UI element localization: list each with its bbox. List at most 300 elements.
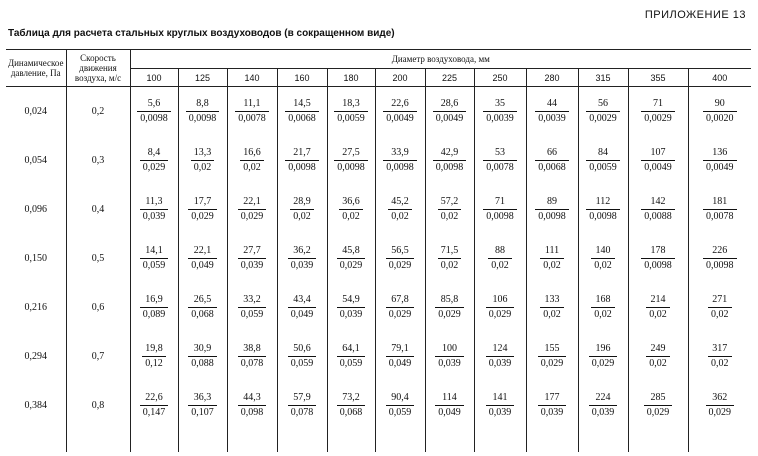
pressure-loss-value: 0,049 — [438, 406, 461, 418]
fraction — [386, 245, 415, 272]
airflow-value: 18,3 — [334, 98, 368, 112]
airflow-value: 67,8 — [386, 294, 415, 308]
airflow-value: 16,9 — [140, 294, 169, 308]
pressure-loss-value: 0,029 — [540, 357, 564, 369]
flow-cell — [375, 185, 425, 234]
airflow-value: 362 — [706, 392, 735, 406]
pressure-loss-value: 0,029 — [240, 210, 264, 222]
fraction — [337, 343, 366, 370]
pressure-loss-value: 0,0098 — [538, 210, 566, 222]
fraction — [535, 147, 569, 174]
airflow-value: 17,7 — [188, 196, 217, 210]
airflow-value: 33,9 — [383, 147, 417, 161]
airflow-value: 107 — [641, 147, 675, 161]
flow-cell — [474, 332, 526, 381]
diameter-header: 180 — [327, 69, 375, 87]
airflow-value: 26,5 — [188, 294, 217, 308]
fraction — [535, 98, 569, 125]
flow-cell — [277, 185, 327, 234]
fraction — [486, 343, 515, 370]
pressure-loss-value: 0,02 — [391, 210, 409, 222]
fraction — [589, 392, 618, 419]
flow-cell — [327, 234, 375, 283]
airflow-value: 5,6 — [137, 98, 171, 112]
pressure-loss-value: 0,0098 — [386, 161, 414, 173]
pressure-loss-value: 0,0078 — [706, 210, 734, 222]
pressure-loss-value: 0,02 — [543, 259, 561, 271]
pressure-loss-value: 0,059 — [142, 259, 166, 271]
duct-table — [6, 49, 751, 452]
fraction — [483, 196, 517, 223]
fraction — [435, 392, 464, 419]
flow-cell — [327, 283, 375, 332]
pressure-value: 0,216 — [6, 283, 66, 332]
fraction — [483, 98, 517, 125]
pressure-loss-value: 0,0098 — [644, 259, 672, 271]
fraction — [235, 98, 269, 125]
pressure-loss-value: 0,02 — [440, 259, 459, 271]
table-body — [6, 87, 751, 453]
airflow-value: 88 — [488, 245, 512, 259]
fraction — [706, 392, 735, 419]
pressure-loss-value: 0,0039 — [538, 112, 566, 124]
table-row — [6, 332, 751, 381]
pressure-loss-value: 0,0098 — [337, 161, 365, 173]
pressure-loss-value: 0,0029 — [589, 112, 617, 124]
header-pressure: Динамическое давление, Па — [6, 50, 66, 87]
pressure-loss-value: 0,02 — [649, 357, 667, 369]
airflow-value: 226 — [703, 245, 737, 259]
pressure-loss-value: 0,049 — [388, 357, 412, 369]
flow-cell — [327, 136, 375, 185]
fraction — [586, 196, 620, 223]
pressure-loss-value: 0,02 — [649, 308, 667, 320]
appendix-label: ПРИЛОЖЕНИЕ 13 — [644, 9, 746, 21]
flow-cell — [425, 332, 474, 381]
flow-cell — [425, 87, 474, 137]
pressure-loss-value: 0,088 — [191, 357, 214, 369]
pressure-loss-value: 0,0049 — [644, 161, 672, 173]
fraction — [435, 343, 464, 370]
flow-cell — [327, 332, 375, 381]
pressure-loss-value: 0,02 — [543, 308, 561, 320]
pressure-loss-value: 0,039 — [240, 259, 264, 271]
flow-cell — [628, 332, 688, 381]
fraction — [140, 245, 169, 272]
pressure-loss-value: 0,029 — [339, 259, 363, 271]
airflow-value: 36,3 — [188, 392, 217, 406]
airflow-value: 90,4 — [386, 392, 415, 406]
velocity-value: 0,5 — [66, 234, 130, 283]
airflow-value: 11,1 — [235, 98, 269, 112]
diameter-header: 225 — [425, 69, 474, 87]
airflow-value: 36,6 — [339, 196, 363, 210]
airflow-value: 56,5 — [386, 245, 415, 259]
pressure-loss-value: 0,068 — [339, 406, 363, 418]
table-row — [6, 136, 751, 185]
fraction — [191, 147, 215, 174]
fraction — [288, 294, 317, 321]
pressure-loss-value: 0,0029 — [644, 112, 672, 124]
filler-cell — [628, 430, 688, 452]
pressure-loss-value: 0,039 — [488, 357, 512, 369]
airflow-value: 124 — [486, 343, 515, 357]
flow-cell — [375, 136, 425, 185]
diameter-header: 125 — [178, 69, 227, 87]
flow-cell — [474, 185, 526, 234]
flow-cell — [628, 283, 688, 332]
pressure-loss-value: 0,0098 — [435, 161, 464, 173]
fraction — [488, 245, 512, 272]
airflow-value: 66 — [535, 147, 569, 161]
airflow-value: 84 — [586, 147, 620, 161]
pressure-value: 0,150 — [6, 234, 66, 283]
fraction — [586, 98, 620, 125]
fraction — [586, 147, 620, 174]
flow-cell — [628, 136, 688, 185]
flow-cell — [227, 136, 277, 185]
flow-cell — [277, 283, 327, 332]
fraction — [290, 196, 314, 223]
diameter-header: 100 — [130, 69, 178, 87]
fraction — [288, 392, 317, 419]
fraction — [337, 392, 366, 419]
pressure-loss-value: 0,0059 — [337, 112, 365, 124]
fraction — [142, 343, 166, 370]
airflow-value: 114 — [435, 392, 464, 406]
fraction — [483, 147, 517, 174]
fraction — [703, 147, 737, 174]
pressure-loss-value: 0,078 — [290, 406, 314, 418]
filler-cell — [66, 430, 130, 452]
fraction — [238, 294, 267, 321]
airflow-value: 21,7 — [285, 147, 319, 161]
fraction — [186, 98, 220, 125]
airflow-value: 45,8 — [337, 245, 366, 259]
fraction — [535, 196, 569, 223]
velocity-value: 0,6 — [66, 283, 130, 332]
airflow-value: 196 — [589, 343, 618, 357]
pressure-loss-value: 0,089 — [142, 308, 166, 320]
flow-cell — [227, 381, 277, 430]
fraction — [703, 98, 737, 125]
fraction — [188, 343, 217, 370]
pressure-loss-value: 0,147 — [142, 406, 166, 418]
airflow-value: 168 — [591, 294, 615, 308]
airflow-value: 71 — [641, 98, 675, 112]
airflow-value: 42,9 — [433, 147, 467, 161]
fraction — [641, 196, 675, 223]
airflow-value: 71 — [483, 196, 517, 210]
pressure-loss-value: 0,029 — [591, 357, 615, 369]
flow-cell — [130, 87, 178, 137]
airflow-value: 112 — [586, 196, 620, 210]
airflow-value: 19,8 — [142, 343, 166, 357]
airflow-value: 111 — [540, 245, 564, 259]
flow-cell — [178, 136, 227, 185]
table-row — [6, 185, 751, 234]
flow-cell — [178, 185, 227, 234]
airflow-value: 44,3 — [238, 392, 267, 406]
flow-cell — [375, 87, 425, 137]
airflow-value: 249 — [646, 343, 670, 357]
flow-cell — [688, 136, 751, 185]
filler-cell — [578, 430, 628, 452]
flow-cell — [526, 136, 578, 185]
fraction — [589, 343, 618, 370]
flow-cell — [628, 87, 688, 137]
fraction — [238, 392, 267, 419]
pressure-loss-value: 0,029 — [388, 308, 412, 320]
airflow-value: 177 — [538, 392, 567, 406]
airflow-value: 214 — [646, 294, 670, 308]
flow-cell — [178, 381, 227, 430]
filler-cell — [277, 430, 327, 452]
airflow-value: 13,3 — [191, 147, 215, 161]
airflow-value: 22,6 — [140, 392, 169, 406]
velocity-value: 0,4 — [66, 185, 130, 234]
airflow-value: 136 — [703, 147, 737, 161]
flow-cell — [375, 332, 425, 381]
fraction — [288, 245, 317, 272]
pressure-loss-value: 0,02 — [440, 210, 459, 222]
flow-cell — [375, 283, 425, 332]
pressure-loss-value: 0,078 — [240, 357, 264, 369]
pressure-loss-value: 0,02 — [193, 161, 212, 173]
flow-cell — [327, 381, 375, 430]
flow-cell — [227, 283, 277, 332]
flow-cell — [227, 87, 277, 137]
fraction — [188, 245, 217, 272]
airflow-value: 27,7 — [238, 245, 267, 259]
flow-cell — [130, 185, 178, 234]
airflow-value: 317 — [708, 343, 732, 357]
pressure-value: 0,024 — [6, 87, 66, 137]
pressure-loss-value: 0,049 — [290, 308, 314, 320]
diameter-header: 200 — [375, 69, 425, 87]
flow-cell — [375, 381, 425, 430]
flow-cell — [578, 185, 628, 234]
filler-cell — [474, 430, 526, 452]
flow-cell — [526, 332, 578, 381]
pressure-loss-value: 0,12 — [145, 357, 163, 369]
fraction — [641, 147, 675, 174]
pressure-loss-value: 0,059 — [240, 308, 264, 320]
airflow-value: 11,3 — [140, 196, 169, 210]
pressure-loss-value: 0,0049 — [706, 161, 734, 173]
pressure-loss-value: 0,029 — [488, 308, 512, 320]
fraction — [591, 245, 615, 272]
pressure-loss-value: 0,02 — [711, 357, 729, 369]
pressure-loss-value: 0,02 — [711, 308, 729, 320]
airflow-value: 79,1 — [386, 343, 415, 357]
airflow-value: 8,8 — [186, 98, 220, 112]
fraction — [433, 98, 467, 125]
flow-cell — [227, 185, 277, 234]
fraction — [140, 392, 169, 419]
fraction — [486, 392, 515, 419]
fraction — [140, 196, 169, 223]
diameter-header: 280 — [526, 69, 578, 87]
filler-cell — [327, 430, 375, 452]
fraction — [188, 196, 217, 223]
flow-cell — [178, 234, 227, 283]
airflow-value: 22,1 — [188, 245, 217, 259]
pressure-loss-value: 0,029 — [388, 259, 412, 271]
pressure-loss-value: 0,039 — [591, 406, 615, 418]
flow-cell — [375, 234, 425, 283]
airflow-value: 50,6 — [288, 343, 317, 357]
pressure-loss-value: 0,029 — [438, 308, 461, 320]
flow-cell — [130, 283, 178, 332]
pressure-loss-value: 0,0078 — [486, 161, 514, 173]
pressure-loss-value: 0,049 — [191, 259, 214, 271]
flow-cell — [277, 332, 327, 381]
pressure-loss-value: 0,02 — [594, 308, 612, 320]
fraction — [438, 196, 462, 223]
flow-cell — [178, 283, 227, 332]
airflow-value: 54,9 — [337, 294, 366, 308]
flow-cell — [277, 381, 327, 430]
pressure-loss-value: 0,0098 — [589, 210, 617, 222]
flow-cell — [578, 332, 628, 381]
pressure-loss-value: 0,029 — [708, 406, 732, 418]
velocity-value: 0,2 — [66, 87, 130, 137]
diameter-header: 400 — [688, 69, 751, 87]
flow-cell — [578, 381, 628, 430]
diameter-header: 140 — [227, 69, 277, 87]
fraction — [433, 147, 467, 174]
header-velocity: Скорость движения воздуха, м/с — [66, 50, 130, 87]
airflow-value: 56 — [586, 98, 620, 112]
fraction — [337, 245, 366, 272]
flow-cell — [688, 381, 751, 430]
flow-cell — [628, 234, 688, 283]
pressure-loss-value: 0,039 — [290, 259, 314, 271]
airflow-value: 133 — [540, 294, 564, 308]
airflow-value: 142 — [641, 196, 675, 210]
filler-cell — [688, 430, 751, 452]
airflow-value: 33,2 — [238, 294, 267, 308]
fraction — [540, 245, 564, 272]
airflow-value: 181 — [703, 196, 737, 210]
pressure-loss-value: 0,0098 — [486, 210, 514, 222]
flow-cell — [578, 87, 628, 137]
airflow-value: 28,6 — [433, 98, 467, 112]
fraction — [334, 98, 368, 125]
flow-cell — [578, 136, 628, 185]
pressure-loss-value: 0,02 — [293, 210, 311, 222]
diameter-header: 315 — [578, 69, 628, 87]
fraction — [438, 245, 462, 272]
flow-cell — [474, 87, 526, 137]
flow-cell — [688, 234, 751, 283]
fraction — [641, 245, 675, 272]
pressure-value: 0,294 — [6, 332, 66, 381]
flow-cell — [628, 381, 688, 430]
fraction — [238, 343, 267, 370]
airflow-value: 27,5 — [334, 147, 368, 161]
pressure-loss-value: 0,029 — [142, 161, 166, 173]
airflow-value: 36,2 — [288, 245, 317, 259]
fraction — [383, 147, 417, 174]
filler-cell — [375, 430, 425, 452]
airflow-value: 224 — [589, 392, 618, 406]
pressure-loss-value: 0,039 — [488, 406, 512, 418]
flow-cell — [474, 381, 526, 430]
velocity-value: 0,8 — [66, 381, 130, 430]
airflow-value: 44 — [535, 98, 569, 112]
fraction — [538, 343, 567, 370]
flow-cell — [327, 87, 375, 137]
pressure-loss-value: 0,029 — [191, 210, 214, 222]
flow-cell — [526, 283, 578, 332]
pressure-loss-value: 0,029 — [646, 406, 670, 418]
pressure-loss-value: 0,059 — [290, 357, 314, 369]
fraction — [703, 196, 737, 223]
table-row — [6, 234, 751, 283]
fraction — [339, 196, 363, 223]
flow-cell — [688, 332, 751, 381]
pressure-loss-value: 0,0039 — [486, 112, 514, 124]
flow-cell — [277, 87, 327, 137]
fraction — [386, 343, 415, 370]
pressure-loss-value: 0,059 — [388, 406, 412, 418]
velocity-value: 0,7 — [66, 332, 130, 381]
flow-cell — [526, 381, 578, 430]
fraction — [386, 392, 415, 419]
pressure-loss-value: 0,0088 — [644, 210, 672, 222]
pressure-value: 0,054 — [6, 136, 66, 185]
table-title: Таблица для расчета стальных круглых воздуховодов (в сокращенном виде) — [8, 28, 395, 39]
pressure-loss-value: 0,0098 — [188, 112, 217, 124]
fraction — [641, 98, 675, 125]
pressure-loss-value: 0,02 — [243, 161, 261, 173]
pressure-loss-value: 0,02 — [342, 210, 360, 222]
fraction — [644, 392, 673, 419]
fraction — [435, 294, 464, 321]
airflow-value: 90 — [703, 98, 737, 112]
flow-cell — [474, 234, 526, 283]
airflow-value: 57,9 — [288, 392, 317, 406]
fraction — [703, 245, 737, 272]
header-diameter: Диаметр воздуховода, мм — [130, 50, 751, 69]
pressure-loss-value: 0,0078 — [238, 112, 266, 124]
diameter-header: 250 — [474, 69, 526, 87]
airflow-value: 100 — [435, 343, 464, 357]
flow-cell — [327, 185, 375, 234]
flow-cell — [578, 234, 628, 283]
airflow-value: 85,8 — [435, 294, 464, 308]
filler-cell — [425, 430, 474, 452]
filler-cell — [178, 430, 227, 452]
flow-cell — [526, 234, 578, 283]
flow-cell — [425, 381, 474, 430]
flow-cell — [425, 136, 474, 185]
pressure-loss-value: 0,039 — [438, 357, 461, 369]
pressure-value: 0,384 — [6, 381, 66, 430]
airflow-value: 35 — [483, 98, 517, 112]
fraction — [486, 294, 515, 321]
flow-cell — [227, 234, 277, 283]
table-row — [6, 381, 751, 430]
flow-cell — [474, 283, 526, 332]
flow-cell — [526, 87, 578, 137]
airflow-value: 141 — [486, 392, 515, 406]
airflow-value: 57,2 — [438, 196, 462, 210]
pressure-loss-value: 0,02 — [491, 259, 509, 271]
flow-cell — [277, 136, 327, 185]
